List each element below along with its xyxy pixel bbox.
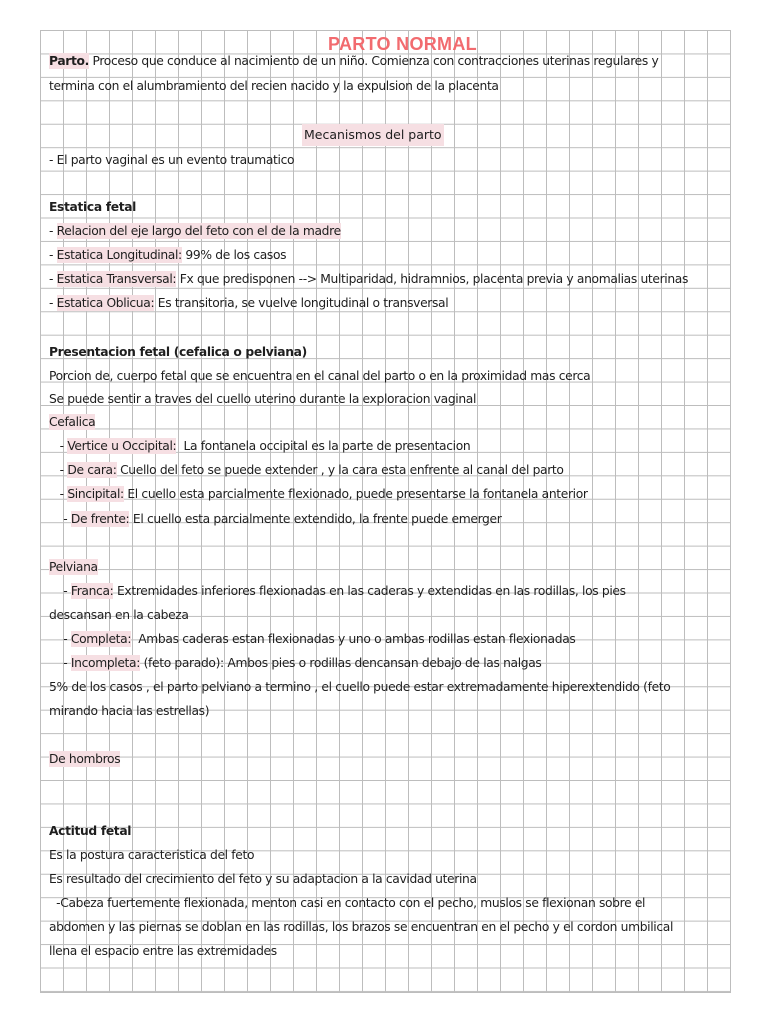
highlighted-term: Pelviana: [49, 560, 98, 574]
intro-line-1: [49, 53, 658, 70]
pelviana-franca-cont: descansan en la cabeza: [49, 608, 189, 622]
line-text: Es transitoria, se vuelve longitudinal o transversal: [154, 296, 449, 310]
highlighted-term: Franca:: [70, 584, 114, 598]
actitud-line-2: Es resultado del crecimiento del feto y su adaptacion a la cavidad uterina: [49, 872, 477, 886]
highlighted-term: Cefalica: [49, 415, 96, 429]
pelviana-completa: [49, 631, 575, 648]
intro-text: Proceso que conduce al nacimiento de un niño. Comienza con contracciones uterinas regulares y: [88, 54, 659, 68]
line-text: La fontanela occipital es la parte de presentacion: [176, 439, 471, 453]
page-title: PARTO NORMAL: [328, 34, 477, 54]
bullet: -: [49, 512, 71, 526]
line-text: Cuello del feto se puede extender , y la cara esta enfrente al canal del parto: [116, 463, 564, 477]
bullet: -: [49, 272, 57, 286]
bullet: -: [49, 463, 68, 477]
line-text: Fx que predisponen --> Multiparidad, hidramnios, placenta previa y anomalias uterinas: [176, 272, 689, 286]
intro-line-2: termina con el alumbramiento del recien nacido y la expulsion de la placenta: [49, 79, 499, 93]
section-heading-mecanismos: Mecanismos del parto: [302, 124, 444, 146]
bullet: -: [49, 224, 57, 238]
pelviana-franca: [49, 583, 626, 600]
line-text: El cuello esta parcialmente flexionado, puede presentarse la fontanela anterior: [123, 487, 588, 501]
estatica-oblicua: [49, 295, 448, 312]
bullet: -: [49, 296, 57, 310]
line-text: (feto parado): Ambos pies o rodillas dencansan debajo de las nalgas: [140, 656, 542, 670]
bullet: -: [49, 439, 68, 453]
line-text: Extremidades inferiores flexionadas en las caderas y extendidas en las rodillas, los pies: [113, 584, 626, 598]
highlighted-term: De frente:: [70, 512, 130, 526]
line-text: El cuello esta parcialmente extendido, la frente puede emerger: [129, 512, 502, 526]
bullet: -: [49, 487, 68, 501]
cefalica-vertice: [49, 438, 470, 455]
actitud-line-5: llena el espacio entre las extremidades: [49, 944, 277, 958]
actitud-line-1: Es la postura caracteristica del feto: [49, 848, 255, 862]
subheading-hombros: [49, 751, 120, 768]
subheading-cefalica: [49, 414, 95, 431]
bullet: -: [49, 248, 57, 262]
line-text: Ambas caderas estan flexionadas y uno o ambas rodillas estan flexionadas: [131, 632, 576, 646]
cefalica-sincipital: [49, 486, 588, 503]
pelviana-stat-2: mirando hacia las estrellas): [49, 704, 210, 718]
actitud-line-3: -Cabeza fuertemente flexionada, menton casi en contacto con el pecho, muslos se flexionan sobre el: [49, 896, 646, 910]
estatica-transversal: [49, 271, 688, 288]
bullet: -: [49, 656, 71, 670]
section-heading-presentacion: Presentacion fetal (cefalica o pelviana): [49, 345, 307, 359]
line-text: 99% de los casos: [181, 248, 287, 262]
highlighted-term: De hombros: [49, 752, 121, 766]
pelviana-stat-1: 5% de los casos , el parto pelviano a termino , el cuello puede estar extremadamente hiperextendido (feto: [49, 680, 671, 694]
highlighted-term: Vertice u Occipital:: [67, 439, 177, 453]
actitud-line-4: abdomen y las piernas se doblan en las rodillas, los brazos se encuentran en el pecho y el cordon umbilical: [49, 920, 674, 934]
presentacion-line-1: Porcion de, cuerpo fetal que se encuentra en el canal del parto o en la proximidad mas cerca: [49, 369, 591, 383]
highlighted-term: Relacion del eje largo del feto con el de la madre: [56, 224, 341, 238]
section-heading-estatica: Estatica fetal: [49, 200, 137, 214]
mecanismos-item: - El parto vaginal es un evento traumatico: [49, 153, 295, 167]
highlighted-term: Sincipital:: [67, 487, 124, 501]
highlighted-term: Estatica Longitudinal:: [56, 248, 182, 262]
highlighted-term: Completa:: [70, 632, 132, 646]
estatica-longitudinal: [49, 247, 286, 264]
intro-term: Parto.: [49, 54, 89, 68]
subheading-pelviana: [49, 559, 98, 576]
pelviana-incompleta: [49, 655, 541, 672]
presentacion-line-2: Se puede sentir a traves del cuello uterino durante la exploracion vaginal: [49, 392, 477, 406]
highlighted-term: De cara:: [67, 463, 117, 477]
cefalica-frente: [49, 511, 501, 528]
highlighted-term: Estatica Transversal:: [56, 272, 177, 286]
highlighted-term: Incompleta:: [70, 656, 141, 670]
cefalica-cara: [49, 462, 564, 479]
section-heading-actitud: Actitud fetal: [49, 824, 132, 838]
bullet: -: [49, 584, 71, 598]
estatica-def: [49, 223, 341, 240]
highlighted-term: Estatica Oblicua:: [56, 296, 155, 310]
bullet: -: [49, 632, 71, 646]
